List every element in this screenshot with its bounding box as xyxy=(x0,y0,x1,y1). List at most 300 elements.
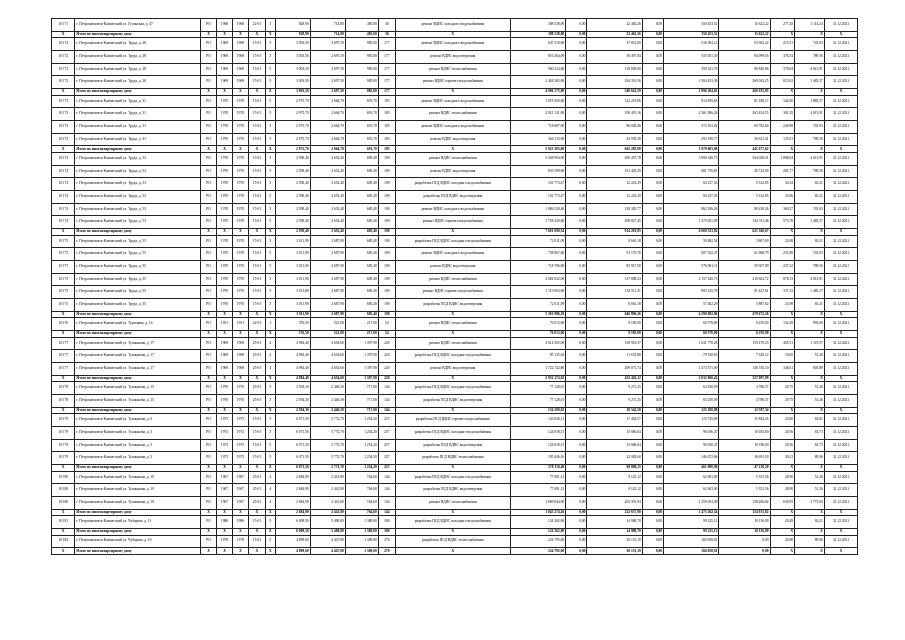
owner-funds-cell: 572 163,02 xyxy=(664,121,719,134)
total-area-cell: 3 011,90 xyxy=(275,286,310,299)
owner-funds-cell: 3 990 540,73 xyxy=(664,152,719,165)
work-type-cell: X xyxy=(395,375,510,382)
max-unit-cost-cell: X xyxy=(795,311,825,318)
source-cell: РО xyxy=(201,191,217,204)
federal-funds-cell: 0,00 xyxy=(566,439,587,452)
residents-cell: 190 xyxy=(378,191,395,204)
year-built-cell: 1970 xyxy=(217,108,233,121)
floors-cell: 4 xyxy=(265,497,275,510)
owner-funds-cell: 60 578,00 xyxy=(664,318,719,331)
municipal-funds-cell: 0,00 xyxy=(642,191,663,204)
completion-date-cell: 31.12.2021 xyxy=(824,63,857,76)
source-cell: X xyxy=(201,465,217,472)
completion-date-cell: 31.12.2021 xyxy=(824,133,857,146)
living-area-cell: 2 687,90 xyxy=(310,235,345,248)
year-built-cell: X xyxy=(217,529,233,536)
other-funds-cell: 144 311,46 xyxy=(719,216,770,229)
wall-material-cell: 15-01 xyxy=(248,516,265,529)
table-row xyxy=(52,152,858,165)
unit-cost-cell: X xyxy=(770,31,794,38)
total-area-cell: 2 975,70 xyxy=(275,95,310,108)
nonliving-area-cell: 685,40 xyxy=(345,248,378,261)
report-table-sheet xyxy=(51,18,858,555)
year-commissioned-cell: X xyxy=(232,331,248,338)
other-funds-cell: 5 312,85 xyxy=(719,191,770,204)
year-built-cell: X xyxy=(217,311,233,318)
total-cost-cell: 364 115,00 xyxy=(510,133,565,146)
nonliving-area-cell: 685,40 xyxy=(345,229,378,236)
floors-cell: 5 xyxy=(265,535,275,548)
other-funds-cell: 60 782,84 xyxy=(719,121,770,134)
owner-funds-cell: 63 250,59 xyxy=(664,382,719,395)
address-cell: г. Петропавловск-Камчатский ул. Труда, д. 53 xyxy=(75,191,201,204)
unit-cost-cell: 815,02 xyxy=(770,76,794,89)
owner-funds-cell: 681 376,81 xyxy=(664,165,719,178)
living-area-cell: 5 772,70 xyxy=(310,452,345,465)
municipal-funds-cell: 0,00 xyxy=(642,535,663,548)
living-area-cell: 4 654,60 xyxy=(310,337,345,350)
completion-date-cell: 31.12.2021 xyxy=(824,337,857,350)
nonliving-area-cell: 764,60 xyxy=(345,509,378,516)
residents-cell: 257 xyxy=(378,439,395,452)
living-area-cell: 2 687,90 xyxy=(310,311,345,318)
year-built-cell: 1969 xyxy=(217,76,233,89)
living-area-cell: 4 447,80 xyxy=(310,535,345,548)
row-number-cell: X xyxy=(52,465,75,472)
year-commissioned-cell: 1968 xyxy=(232,19,248,32)
floors-cell: 5 xyxy=(265,273,275,286)
nonliving-area-cell: 691,70 xyxy=(345,133,378,146)
living-area-cell: 2 652,40 xyxy=(310,229,345,236)
federal-funds-cell: 0,00 xyxy=(566,38,587,51)
year-commissioned-cell: 1970 xyxy=(232,382,248,395)
living-area-cell: 5 772,70 xyxy=(310,439,345,452)
other-funds-cell: 154 913,82 xyxy=(719,509,770,516)
completion-date-cell: 31.12.2021 xyxy=(824,471,857,484)
total-cost-cell: 124 818,51 xyxy=(510,427,565,440)
table-row xyxy=(52,165,858,178)
row-number-cell: 10 174 xyxy=(52,165,75,178)
work-type-cell: разработка ПСД ВДИС водоотведения xyxy=(395,484,510,497)
other-funds-cell: 4 786,37 xyxy=(719,395,770,408)
regional-funds-cell: 101 429,49 xyxy=(587,165,642,178)
federal-funds-cell: 0,00 xyxy=(566,363,587,376)
total-cost-cell: 143 026,11 xyxy=(510,414,565,427)
year-built-cell: X xyxy=(217,548,233,555)
total-cost-cell: 72 011,09 xyxy=(510,235,565,248)
unit-cost-cell: X xyxy=(770,465,794,472)
total-area-cell: 6 071,50 xyxy=(275,414,310,427)
row-number-cell: 10 178 xyxy=(52,395,75,408)
total-cost-cell: 101 773,47 xyxy=(510,178,565,191)
total-area-cell: 2 975,70 xyxy=(275,121,310,134)
wall-material-cell: 15-01 xyxy=(248,108,265,121)
living-area-cell: 5 400,80 xyxy=(310,516,345,529)
completion-date-cell: X xyxy=(824,331,857,338)
regional-funds-cell: 14 980,70 xyxy=(587,516,642,529)
work-type-cell: X xyxy=(395,465,510,472)
source-cell: РО xyxy=(201,273,217,286)
residents-cell: 144 xyxy=(378,471,395,484)
residents-cell: 144 xyxy=(378,509,395,516)
completion-date-cell: 31.12.2021 xyxy=(824,414,857,427)
source-cell: РО xyxy=(201,299,217,312)
max-unit-cost-cell: 51,26 xyxy=(795,484,825,497)
unit-cost-cell: 23,98 xyxy=(770,235,794,248)
work-type-cell: X xyxy=(395,89,510,96)
completion-date-cell: 31.12.2021 xyxy=(824,452,857,465)
table-row xyxy=(52,273,858,286)
work-type-cell: X xyxy=(395,331,510,338)
federal-funds-cell: 0,00 xyxy=(566,191,587,204)
municipal-funds-cell: 0,00 xyxy=(642,63,663,76)
max-unit-cost-cell: 743,93 xyxy=(795,38,825,51)
nonliving-area-cell: 685,40 xyxy=(345,191,378,204)
unit-cost-cell: 381,35 xyxy=(770,108,794,121)
owner-funds-cell: 516 384,12 xyxy=(664,38,719,51)
table-row xyxy=(52,121,858,134)
total-area-cell: 2 958,40 xyxy=(275,178,310,191)
max-unit-cost-cell: 63,21 xyxy=(795,516,825,529)
work-type-cell: ремонт ВДИС холодного водоснабжения xyxy=(395,121,510,134)
unit-cost-cell: 277,45 xyxy=(770,19,794,32)
floors-cell: 5 xyxy=(265,286,275,299)
owner-funds-cell: 62 603,00 xyxy=(664,471,719,484)
owner-funds-cell: 2 361 086,26 xyxy=(664,108,719,121)
nonliving-area-cell: 685,40 xyxy=(345,235,378,248)
subtotal-row xyxy=(52,407,858,414)
wall-material-cell: X xyxy=(248,375,265,382)
year-built-cell: 1967 xyxy=(217,484,233,497)
completion-date-cell: X xyxy=(824,146,857,153)
max-unit-cost-cell: 789,56 xyxy=(795,50,825,63)
floors-cell: 5 xyxy=(265,235,275,248)
floors-cell: 5 xyxy=(265,63,275,76)
other-funds-cell: 16 691,50 xyxy=(719,452,770,465)
work-type-cell: ремонт ВДИС теплоснабжения xyxy=(395,337,510,350)
total-area-cell: 2 594,30 xyxy=(275,395,310,408)
owner-funds-cell: 535 051,35 xyxy=(664,50,719,63)
unit-cost-cell: 132,49 xyxy=(770,318,794,331)
work-type-cell: X xyxy=(395,229,510,236)
source-cell: X xyxy=(201,509,217,516)
table-row xyxy=(52,516,858,529)
work-type-cell: ремонт ВДИС горячего водоснабжения xyxy=(395,286,510,299)
work-type-cell: разработка ПСД ВДИС водоотведения xyxy=(395,299,510,312)
living-area-cell: 5 772,70 xyxy=(310,427,345,440)
year-commissioned-cell: 1970 xyxy=(232,248,248,261)
unit-cost-cell: 20,49 xyxy=(770,516,794,529)
federal-funds-cell: 0,00 xyxy=(566,427,587,440)
total-cost-cell: 77 081,13 xyxy=(510,484,565,497)
year-built-cell: 1951 xyxy=(217,318,233,331)
nonliving-area-cell: 1 254,20 xyxy=(345,465,378,472)
living-area-cell: 4 654,60 xyxy=(310,363,345,376)
municipal-funds-cell: 0,00 xyxy=(642,363,663,376)
municipal-funds-cell: 0,00 xyxy=(642,133,663,146)
federal-funds-cell: 0,00 xyxy=(566,407,587,414)
federal-funds-cell: 0,00 xyxy=(566,471,587,484)
municipal-funds-cell: 0,00 xyxy=(642,516,663,529)
max-unit-cost-cell: 789,56 xyxy=(795,133,825,146)
residents-cell: 190 xyxy=(378,235,395,248)
completion-date-cell: 31.12.2021 xyxy=(824,152,857,165)
source-cell: РО xyxy=(201,516,217,529)
wall-material-cell: 15-01 xyxy=(248,439,265,452)
regional-funds-cell: 602 285,88 xyxy=(587,146,642,153)
max-unit-cost-cell: 1 883,37 xyxy=(795,95,825,108)
completion-date-cell: 31.12.2021 xyxy=(824,382,857,395)
nonliving-area-cell: 685,40 xyxy=(345,261,378,274)
work-type-cell: ремонт ВДИС горячего водоснабжения xyxy=(395,76,510,89)
regional-funds-cell: 9 185,00 xyxy=(587,318,642,331)
municipal-funds-cell: 0,00 xyxy=(642,509,663,516)
nonliving-area-cell: 1 397,90 xyxy=(345,337,378,350)
total-cost-cell: 758 867,00 xyxy=(510,248,565,261)
other-funds-cell: 479 672,26 xyxy=(719,311,770,318)
address-cell: г. Петропавловск-Камчатский ул. Труда, д. 28 xyxy=(75,50,201,63)
source-cell: X xyxy=(201,146,217,153)
federal-funds-cell: 0,00 xyxy=(566,31,587,38)
max-unit-cost-cell: 603,88 xyxy=(795,363,825,376)
year-commissioned-cell: 1970 xyxy=(232,108,248,121)
federal-funds-cell: 0,00 xyxy=(566,261,587,274)
municipal-funds-cell: 0,00 xyxy=(642,50,663,63)
total-cost-cell: 4 906 175,00 xyxy=(510,89,565,96)
max-unit-cost-cell: 65,21 xyxy=(795,191,825,204)
total-area-cell: 4 984,40 xyxy=(275,350,310,363)
floors-cell: 4 xyxy=(265,471,275,484)
owner-funds-cell: 96 030,47 xyxy=(664,439,719,452)
source-cell: РО xyxy=(201,248,217,261)
row-number-cell: 10 174 xyxy=(52,203,75,216)
owner-funds-cell: 461 008,09 xyxy=(664,465,719,472)
year-commissioned-cell: 1970 xyxy=(232,152,248,165)
other-funds-cell: 10 156,99 xyxy=(719,529,770,536)
nonliving-area-cell: 1 380,00 xyxy=(345,516,378,529)
table-row xyxy=(52,133,858,146)
max-unit-cost-cell: 1 483,37 xyxy=(795,286,825,299)
floors-cell: X xyxy=(265,509,275,516)
municipal-funds-cell: 0,00 xyxy=(642,395,663,408)
owner-funds-cell: 146 672,06 xyxy=(664,452,719,465)
address-cell: Итого по многоквартирному дому xyxy=(75,529,201,536)
row-number-cell: 10 177 xyxy=(52,337,75,350)
address-cell: г. Петропавловск-Камчатский ул. Труда, д. 28 xyxy=(75,38,201,51)
floors-cell: 5 xyxy=(265,152,275,165)
total-cost-cell: 77 128,01 xyxy=(510,382,565,395)
wall-material-cell: 15-01 xyxy=(248,235,265,248)
work-type-cell: разработка ПСД ВДИС водоотведения xyxy=(395,395,510,408)
table-row xyxy=(52,497,858,510)
work-type-cell: ремонт ВДИС теплоснабжения xyxy=(395,318,510,331)
municipal-funds-cell: 0,00 xyxy=(642,311,663,318)
wall-material-cell: 15-01 xyxy=(248,63,265,76)
year-commissioned-cell: X xyxy=(232,89,248,96)
regional-funds-cell: 18 542,50 xyxy=(587,407,642,414)
work-type-cell: ремонт ВДИС теплоснабжения xyxy=(395,273,510,286)
residents-cell: 190 xyxy=(378,311,395,318)
year-commissioned-cell: X xyxy=(232,311,248,318)
source-cell: X xyxy=(201,407,217,414)
unit-cost-cell: 45,88 xyxy=(770,535,794,548)
nonliving-area-cell: 985,00 xyxy=(345,50,378,63)
year-commissioned-cell: 1970 xyxy=(232,299,248,312)
owner-funds-cell: 1 374 571,00 xyxy=(664,363,719,376)
municipal-funds-cell: 0,00 xyxy=(642,152,663,165)
wall-material-cell: 22-01 xyxy=(248,318,265,331)
total-cost-cell: 124 362,00 xyxy=(510,529,565,536)
address-cell: г. Петропавловск-Камчатский ул. Труда, д. 53 xyxy=(75,203,201,216)
completion-date-cell: 31.12.2021 xyxy=(824,497,857,510)
wall-material-cell: X xyxy=(248,311,265,318)
residents-cell: 177 xyxy=(378,63,395,76)
floors-cell: 5 xyxy=(265,108,275,121)
living-area-cell: 2 697,50 xyxy=(310,76,345,89)
max-unit-cost-cell: X xyxy=(795,509,825,516)
year-built-cell: 1970 xyxy=(217,216,233,229)
living-area-cell: 2 446,50 xyxy=(310,382,345,395)
floors-cell: 4 xyxy=(265,337,275,350)
wall-material-cell: 25-01 xyxy=(248,382,265,395)
year-built-cell: 1970 xyxy=(217,165,233,178)
federal-funds-cell: 0,00 xyxy=(566,248,587,261)
table-row xyxy=(52,363,858,376)
wall-material-cell: 25-01 xyxy=(248,337,265,350)
federal-funds-cell: 0,00 xyxy=(566,89,587,96)
total-area-cell: 2 684,90 xyxy=(275,497,310,510)
residents-cell: 190 xyxy=(378,203,395,216)
year-commissioned-cell: X xyxy=(232,375,248,382)
row-number-cell: 10 174 xyxy=(52,178,75,191)
floors-cell: 5 xyxy=(265,439,275,452)
owner-funds-cell: 60 578,00 xyxy=(664,331,719,338)
wall-material-cell: 15-01 xyxy=(248,216,265,229)
row-number-cell: 10 174 xyxy=(52,191,75,204)
regional-funds-cell: 8 661,18 xyxy=(587,235,642,248)
row-number-cell: 10 177 xyxy=(52,363,75,376)
nonliving-area-cell: 717,00 xyxy=(345,407,378,414)
source-cell: РО xyxy=(201,178,217,191)
year-commissioned-cell: X xyxy=(232,146,248,153)
max-unit-cost-cell: 89,96 xyxy=(795,535,825,548)
other-funds-cell: 61 068,79 xyxy=(719,248,770,261)
regional-funds-cell: 12 223,29 xyxy=(587,178,642,191)
year-built-cell: 1986 xyxy=(217,516,233,529)
owner-funds-cell: 2 157 420,73 xyxy=(664,273,719,286)
other-funds-cell: 158 206,82 xyxy=(719,497,770,510)
address-cell: г. Петропавловск-Камчатский ул. Тушканова, д. 19 xyxy=(75,497,201,510)
address-cell: Итого по многоквартирному дому xyxy=(75,31,201,38)
regional-funds-cell: 139 058,00 xyxy=(587,63,642,76)
federal-funds-cell: 0,00 xyxy=(566,108,587,121)
work-type-cell: X xyxy=(395,31,510,38)
row-number-cell: 10 175 xyxy=(52,286,75,299)
regional-funds-cell: 209 071,74 xyxy=(587,363,642,376)
other-funds-cell: 94 099,65 xyxy=(719,50,770,63)
table-row xyxy=(52,76,858,89)
year-built-cell: 1970 xyxy=(217,152,233,165)
max-unit-cost-cell: 51,26 xyxy=(795,395,825,408)
year-commissioned-cell: 1970 xyxy=(232,95,248,108)
unit-cost-cell: 360,27 xyxy=(770,203,794,216)
federal-funds-cell: 0,00 xyxy=(566,535,587,548)
nonliving-area-cell: 685,40 xyxy=(345,299,378,312)
municipal-funds-cell: 0,00 xyxy=(642,216,663,229)
federal-funds-cell: 0,00 xyxy=(566,19,587,32)
regional-funds-cell: 222 637,98 xyxy=(587,509,642,516)
unit-cost-cell: X xyxy=(770,509,794,516)
regional-funds-cell: 350 419,16 xyxy=(587,108,642,121)
completion-date-cell: 31.12.2021 xyxy=(824,178,857,191)
other-funds-cell: 3 867,69 xyxy=(719,235,770,248)
address-cell: г. Петропавловск-Камчатский ул. Тушканова, д. 17 xyxy=(75,350,201,363)
federal-funds-cell: 0,00 xyxy=(566,529,587,536)
row-number-cell: X xyxy=(52,146,75,153)
unit-cost-cell: 376,54 xyxy=(770,50,794,63)
living-area-cell: 2 664,70 xyxy=(310,108,345,121)
residents-cell: 300 xyxy=(378,529,395,536)
max-unit-cost-cell: X xyxy=(795,407,825,414)
total-area-cell: 2 958,40 xyxy=(275,216,310,229)
wall-material-cell: 15-01 xyxy=(248,535,265,548)
federal-funds-cell: 0,00 xyxy=(566,331,587,338)
total-area-cell: 4 984,40 xyxy=(275,375,310,382)
unit-cost-cell: 125,01 xyxy=(770,133,794,146)
living-area-cell: 2 441,80 xyxy=(310,497,345,510)
wall-material-cell: 25-01 xyxy=(248,484,265,497)
row-number-cell: X xyxy=(52,407,75,414)
floors-cell: 5 xyxy=(265,38,275,51)
total-area-cell: 2 958,40 xyxy=(275,203,310,216)
living-area-cell: 2 664,70 xyxy=(310,121,345,134)
municipal-funds-cell: 0,00 xyxy=(642,299,663,312)
federal-funds-cell: 0,00 xyxy=(566,95,587,108)
floors-cell: 4 xyxy=(265,484,275,497)
year-built-cell: X xyxy=(217,146,233,153)
municipal-funds-cell: 0,00 xyxy=(642,235,663,248)
year-built-cell: X xyxy=(217,407,233,414)
floors-cell: X xyxy=(265,465,275,472)
row-number-cell: 10 172 xyxy=(52,76,75,89)
nonliving-area-cell: 985,00 xyxy=(345,38,378,51)
year-commissioned-cell: 1969 xyxy=(232,363,248,376)
other-funds-cell: 86 840,86 xyxy=(719,63,770,76)
residents-cell: 144 xyxy=(378,395,395,408)
living-area-cell: 2 441,80 xyxy=(310,471,345,484)
other-funds-cell: 91 427,61 xyxy=(719,286,770,299)
owner-funds-cell: 99 225,12 xyxy=(664,516,719,529)
work-type-cell: разработка ПСД ВДИС теплоснабжения xyxy=(395,452,510,465)
other-funds-cell: 5 351,56 xyxy=(719,471,770,484)
total-area-cell: 3 003,50 xyxy=(275,38,310,51)
regional-funds-cell: 646 896,26 xyxy=(587,311,642,318)
total-area-cell: 3 011,90 xyxy=(275,273,310,286)
year-built-cell: 1973 xyxy=(217,427,233,440)
other-funds-cell: 5 351,56 xyxy=(719,484,770,497)
residents-cell: 190 xyxy=(378,152,395,165)
municipal-funds-cell: 0,00 xyxy=(642,146,663,153)
subtotal-row xyxy=(52,465,858,472)
address-cell: г. Петропавловск-Камчатский ул. Труда, д. 53 xyxy=(75,165,201,178)
row-number-cell: X xyxy=(52,375,75,382)
table-row xyxy=(52,203,858,216)
year-commissioned-cell: 1970 xyxy=(232,165,248,178)
source-cell: РО xyxy=(201,452,217,465)
year-built-cell: X xyxy=(217,89,233,96)
completion-date-cell: 31.12.2021 xyxy=(824,439,857,452)
other-funds-cell: 5 312,85 xyxy=(719,178,770,191)
